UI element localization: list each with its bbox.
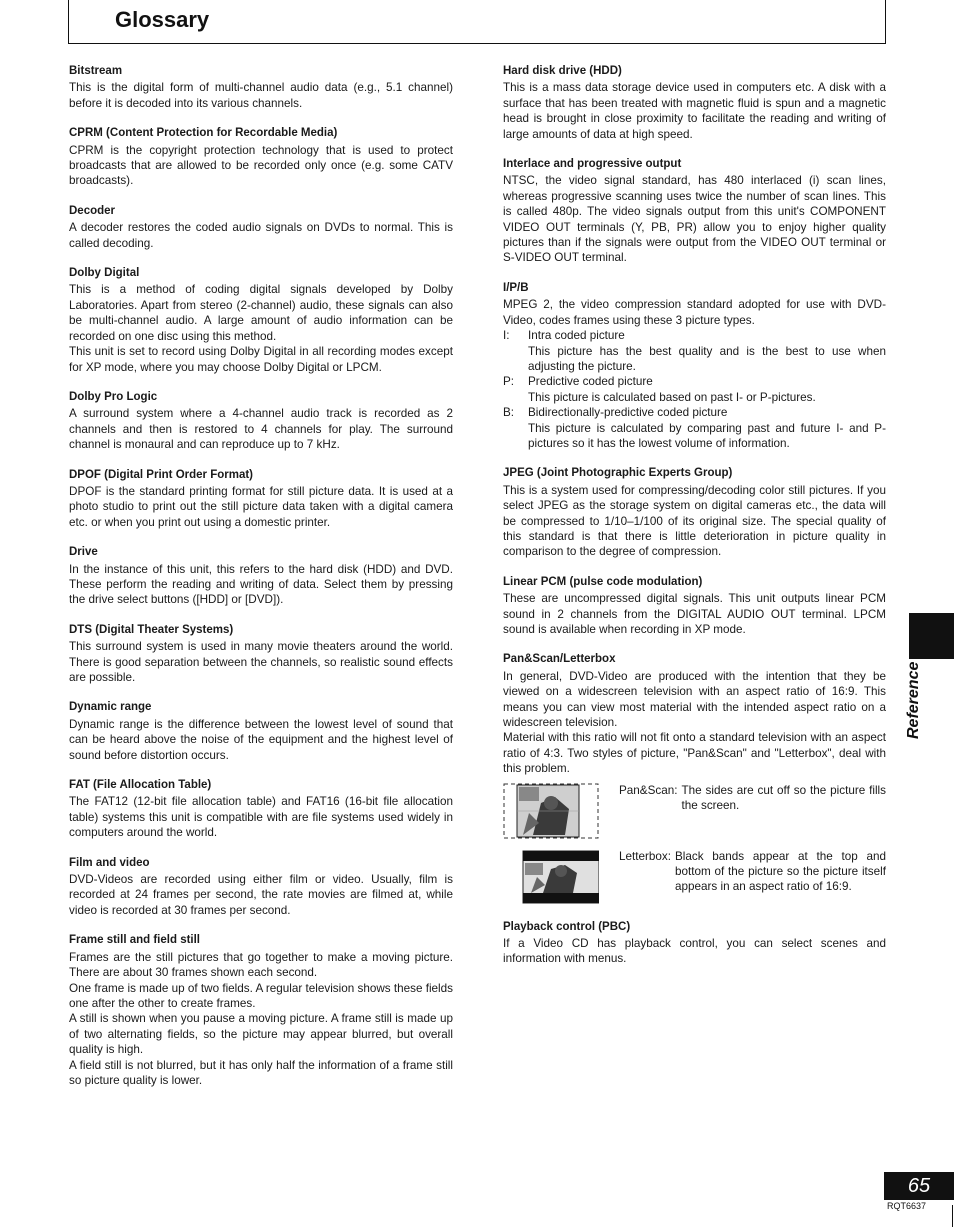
figure-label: Letterbox: bbox=[619, 849, 671, 863]
ipb-desc: This picture has the best quality and is the best to use when adjusting the picture. bbox=[528, 344, 886, 373]
section-tab bbox=[909, 613, 954, 659]
term-heading: DPOF (Digital Print Order Format) bbox=[69, 468, 254, 481]
panscan-illustration bbox=[503, 783, 599, 839]
term-heading: Dolby Digital bbox=[69, 267, 140, 280]
side-rule bbox=[952, 1205, 953, 1227]
definition: MPEG 2, the video compression standard adopted for use with DVD-Video, codes frames using these 3 picture types. bbox=[503, 298, 886, 327]
definition: This is the digital form of multi-channel audio data (e.g., 5.1 channel) before it is decoded into its various channels. bbox=[69, 81, 453, 110]
letterbox-illustration bbox=[503, 849, 599, 905]
term-heading: Playback control (PBC) bbox=[503, 920, 631, 933]
entry-decoder bbox=[69, 204, 453, 251]
entry-dynamic-range bbox=[69, 700, 453, 763]
term-heading: Film and video bbox=[69, 856, 150, 869]
definition: The FAT12 (12-bit file allocation table) and FAT16 (16-bit file allocation table) systems this unit is compatible with are file systems used widely in computers around the world. bbox=[69, 795, 453, 840]
ipb-item-b bbox=[503, 405, 886, 420]
definition: Material with this ratio will not fit onto a standard television with an aspect ratio of 4:3. Two styles of picture, "Pan&Scan" and "Letterbox", deal with this problem. bbox=[503, 731, 886, 776]
definition: These are uncompressed digital signals. This unit outputs linear PCM sound in 2 channels from the DIGITAL AUDIO OUT terminal. LPCM sound is available when recording in XP mode. bbox=[503, 592, 886, 636]
ipb-key: P: bbox=[503, 375, 515, 389]
definition: NTSC, the video signal standard, has 480 interlaced (i) scan lines, whereas progressive scanning uses twice the number of scan lines. This is called 480p. The video signals output from this unit's COMPONENT VIDEO OUT terminals (Y, PB, PR) allow you to enjoy higher quality pictures than if the signals were output from the VIDEO OUT terminal or S-VIDEO OUT terminal. bbox=[503, 174, 886, 265]
letterbox-caption bbox=[619, 849, 886, 895]
entry-pbc bbox=[503, 920, 886, 967]
letterbox-figure-row bbox=[503, 849, 886, 905]
document-code: RQT6637 bbox=[887, 1201, 927, 1211]
ipb-name: Predictive coded picture bbox=[528, 375, 653, 389]
panscan-caption bbox=[619, 783, 886, 814]
definition: One frame is made up of two fields. A regular television shows these fields one after the other to create frames. bbox=[69, 981, 453, 1010]
entry-dpof bbox=[69, 468, 453, 531]
definition: A surround system where a 4-channel audio track is recorded as 2 channels and then is restored to 4 channels for play. The surround channel is monaural and can reproduce up to 7 kHz. bbox=[69, 407, 453, 452]
term-heading: Decoder bbox=[69, 204, 116, 217]
definition: This surround system is used in many movie theaters around the world. There is good separation between the channels, so realistic sound effects are possible. bbox=[69, 640, 453, 684]
term-heading: Interlace and progressive output bbox=[503, 158, 682, 171]
page-number: 65 bbox=[884, 1172, 954, 1200]
entry-film-and-video bbox=[69, 856, 453, 919]
entry-ipb bbox=[503, 281, 886, 451]
ipb-desc: This picture is calculated based on past I- or P-pictures. bbox=[528, 390, 816, 404]
entry-panscan bbox=[503, 652, 886, 904]
entry-bitstream bbox=[69, 64, 453, 111]
entry-frame-still bbox=[69, 933, 453, 1088]
entry-dts bbox=[69, 623, 453, 686]
term-heading: Dynamic range bbox=[69, 701, 152, 714]
panscan-figure-row bbox=[503, 783, 886, 839]
ipb-item-p bbox=[503, 374, 886, 389]
term-heading: FAT (File Allocation Table) bbox=[69, 779, 212, 792]
definition: Dynamic range is the difference between the lowest level of sound that can be heard above the noise of the equipment and the highest level of sound before distortion occurs. bbox=[69, 717, 453, 762]
ipb-name: Intra coded picture bbox=[528, 329, 625, 343]
definition: DVD-Videos are recorded using either film or video. Usually, film is recorded at 24 frames per second, the rate movies are filmed at, while video is recorded at 30 frames per second. bbox=[69, 873, 453, 917]
definition: A field still is not blurred, but it has only half the information of a frame still so picture quality is lower. bbox=[69, 1058, 453, 1087]
term-heading: CPRM (Content Protection for Recordable Media) bbox=[69, 127, 338, 140]
definition: CPRM is the copyright protection technology that is used to protect broadcasts that are allowed to be recorded only once (e.g. some CATV broadcasts). bbox=[69, 143, 453, 188]
term-heading: I/P/B bbox=[503, 281, 529, 294]
page-title: Glossary bbox=[115, 7, 210, 32]
entry-dolby-pro-logic bbox=[69, 390, 453, 453]
ipb-name: Bidirectionally-predictive coded picture bbox=[528, 406, 728, 420]
definition: If a Video CD has playback control, you can select scenes and information with menus. bbox=[503, 937, 886, 966]
entry-lpcm bbox=[503, 575, 886, 638]
definition: This unit is set to record using Dolby Digital in all recording modes except for XP mode, where you may choose Dolby Digital or LPCM. bbox=[69, 345, 453, 374]
ipb-item-i bbox=[503, 328, 886, 343]
term-heading: DTS (Digital Theater Systems) bbox=[69, 623, 234, 636]
definition: This is a mass data storage device used in computers etc. A disk with a surface that has been treated with magnetic fluid is spun and a magnetic head is brought in close proximity to facilitate the reading and writing of large amounts of data at high speed. bbox=[503, 81, 886, 141]
term-heading: Linear PCM (pulse code modulation) bbox=[503, 575, 703, 588]
definition: Frames are the still pictures that go together to make a moving picture. There are about 30 frames shown each second. bbox=[69, 950, 453, 980]
title-box bbox=[68, 0, 886, 44]
ipb-key: B: bbox=[503, 406, 515, 420]
definition: This is a method of coding digital signals developed by Dolby Laboratories. Apart from stereo (2-channel) audio, these signals can also be multi-channel audio. A large amount of audio information can be recorded on one disc using this method. bbox=[69, 283, 453, 343]
ipb-key: I: bbox=[503, 329, 510, 343]
right-column bbox=[503, 64, 886, 982]
term-heading: JPEG (Joint Photographic Experts Group) bbox=[503, 467, 733, 480]
term-heading: Bitstream bbox=[69, 65, 123, 77]
definition: A still is shown when you pause a moving picture. A frame still is made up of two alternating fields, so the picture may appear blurred, but overall quality is high. bbox=[69, 1012, 453, 1057]
entry-jpeg bbox=[503, 466, 886, 559]
entry-cprm bbox=[69, 126, 453, 189]
figure-desc: Black bands appear at the top and bottom of the picture so the picture itself appears in an aspect ratio of 16:9. bbox=[674, 849, 886, 894]
ipb-desc: This picture is calculated by comparing past and future I- and P-pictures so it has the lowest volume of information. bbox=[528, 421, 886, 450]
term-heading: Frame still and field still bbox=[69, 934, 201, 947]
entry-hdd bbox=[503, 64, 886, 142]
left-column bbox=[69, 64, 453, 1103]
entry-drive bbox=[69, 545, 453, 608]
definition: This is a system used for compressing/decoding color still pictures. If you select JPEG as the storage system on digital cameras etc., the data will be compressed to 1/10–1/100 of its original size. The special quality of this standard is that there is little deterioration in picture quality in comparison to the degree of compression. bbox=[503, 483, 886, 559]
reference-label: Reference bbox=[905, 661, 922, 739]
entry-dolby-digital bbox=[69, 266, 453, 375]
definition: DPOF is the standard printing format for still picture data. It is used at a photo studio to print out the still picture data taken with a digital camera etc. or when you print out using a domestic printer. bbox=[69, 484, 453, 529]
term-heading: Drive bbox=[69, 546, 98, 559]
term-heading: Hard disk drive (HDD) bbox=[503, 65, 622, 77]
definition: A decoder restores the coded audio signals on DVDs to normal. This is called decoding. bbox=[69, 221, 453, 250]
figure-desc: The sides are cut off so the picture fills the screen. bbox=[681, 783, 886, 813]
entry-interlace bbox=[503, 157, 886, 266]
entry-fat bbox=[69, 778, 453, 841]
definition: In general, DVD-Video are produced with the intention that they be viewed on a widescreen television with an aspect ratio of 16:9. This means you can view most material with the intended aspect ratio on a widescreen television. bbox=[503, 669, 886, 730]
figure-label: Pan&Scan: bbox=[619, 783, 678, 797]
term-heading: Pan&Scan/Letterbox bbox=[503, 653, 616, 666]
term-heading: Dolby Pro Logic bbox=[69, 390, 158, 403]
definition: In the instance of this unit, this refers to the hard disk (HDD) and DVD. These perform the reading and writing of data. Select them by pressing the drive select buttons ([HDD] or [DVD]). bbox=[69, 562, 453, 607]
